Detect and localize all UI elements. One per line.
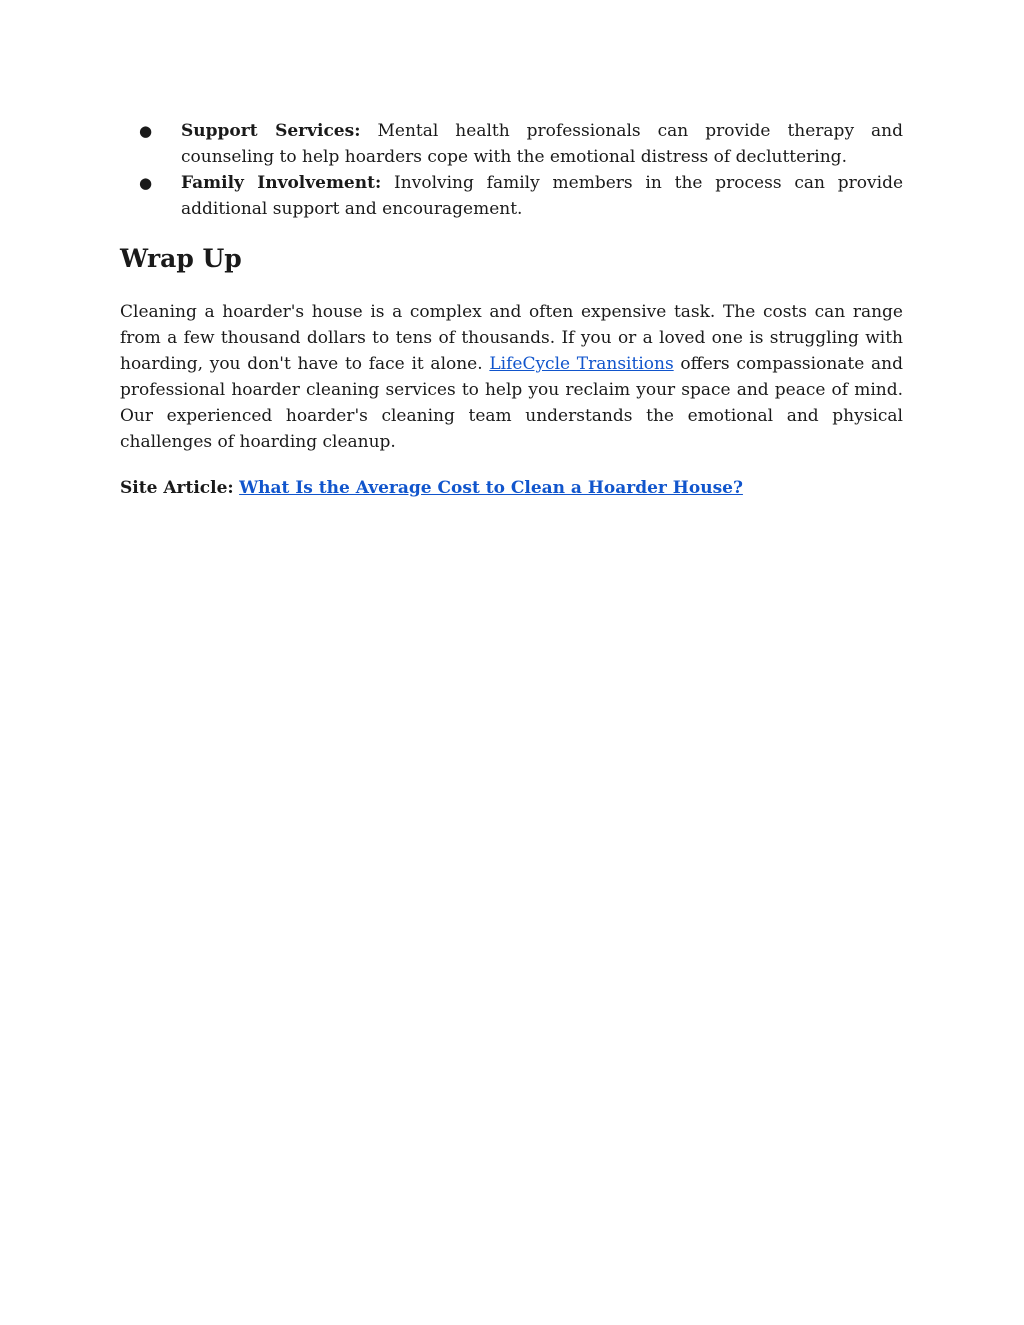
site-article-line — [120, 475, 903, 501]
paragraph-text-after-link: offers compassionate and professional hoarder cleaning services to help you reclaim your space and peace of mind. Our experienced hoarder's cleaning team understands the emotional and physical challenges of hoarding cleanup. — [120, 354, 903, 452]
site-article-link[interactable]: What Is the Average Cost to Clean a Hoarder House? — [239, 478, 743, 498]
bullet-text: Involving family members in the process can provide additional support and encouragement. — [181, 173, 904, 219]
bullet-term: Family Involvement: — [181, 173, 382, 193]
list-item — [120, 118, 903, 170]
bullet-list — [120, 118, 903, 222]
bullet-text: Mental health professionals can provide therapy and counseling to help hoarders cope with the emotional distress of decluttering. — [181, 121, 904, 167]
site-article-label: Site Article: — [120, 478, 234, 498]
bullet-icon: ● — [139, 174, 153, 192]
section-heading: Wrap Up — [120, 244, 242, 273]
paragraph-text-before-link: Cleaning a hoarder's house is a complex and often expensive task. The costs can range from a few thousand dollars to tens of thousands. If you or a loved one is struggling with hoarding, you don't have to face it alone. — [120, 302, 903, 374]
wrap-up-paragraph — [120, 299, 903, 455]
lifecycle-transitions-link[interactable]: LifeCycle Transitions — [489, 354, 674, 374]
list-item — [120, 170, 903, 222]
bullet-term: Support Services: — [181, 121, 361, 141]
document-page — [120, 118, 903, 501]
bullet-icon: ● — [139, 122, 153, 140]
